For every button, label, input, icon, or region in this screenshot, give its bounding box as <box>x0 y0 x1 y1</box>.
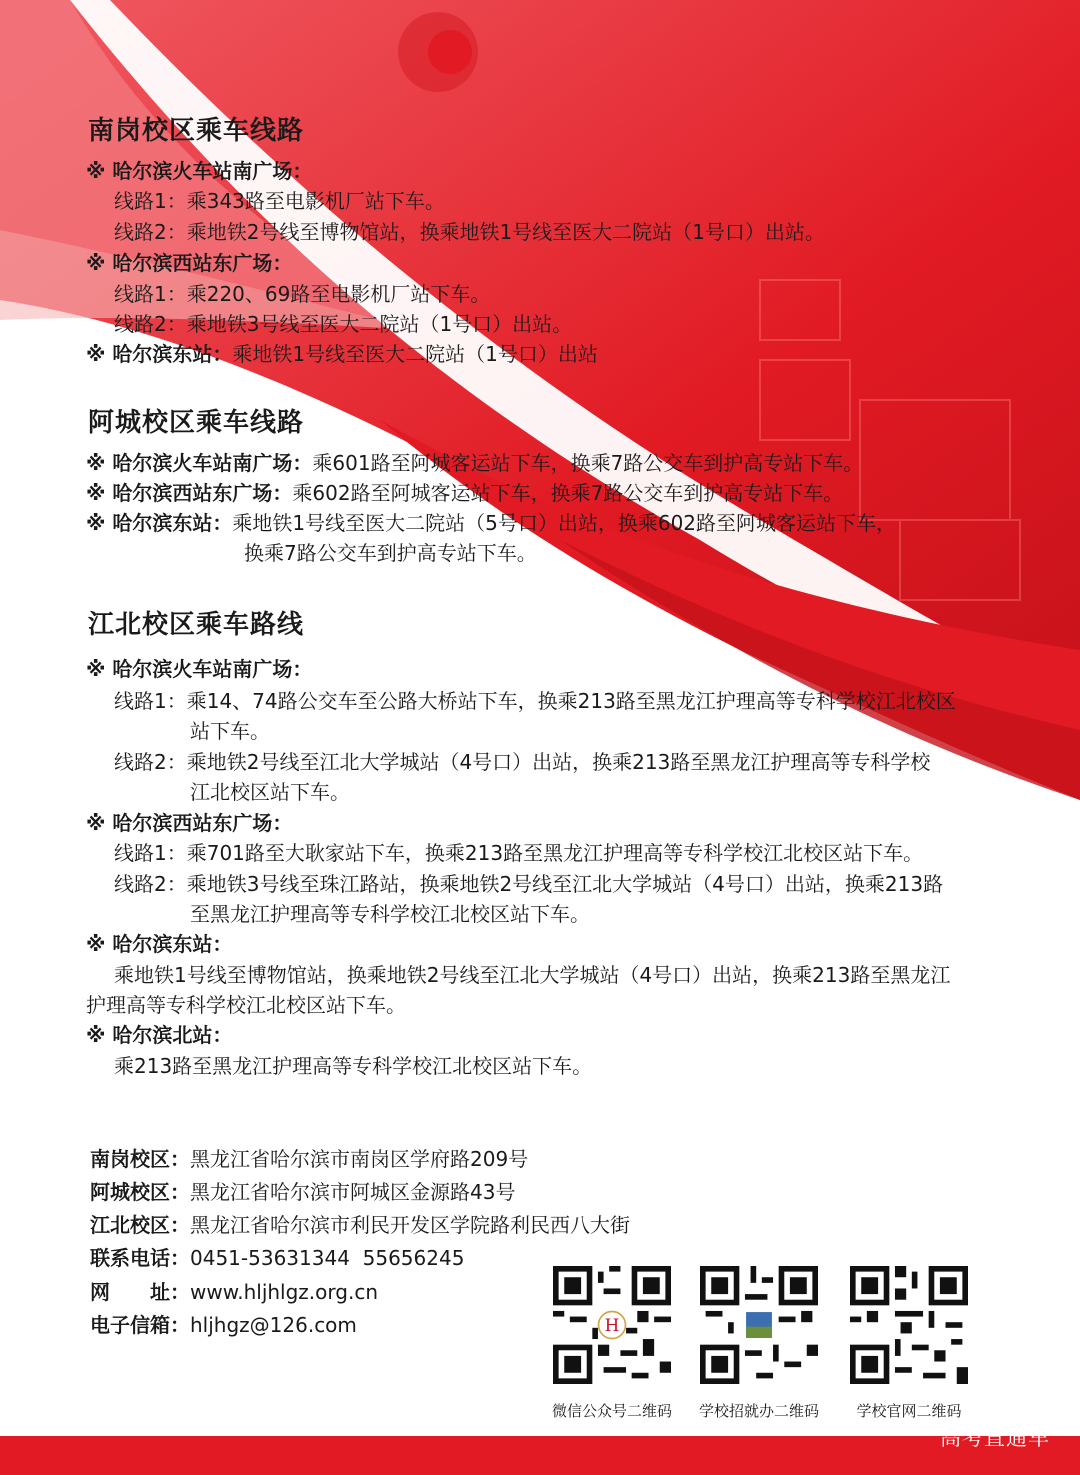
nangang-s2-heading: ※ 哈尔滨西站东广场： <box>86 251 293 275</box>
jiangbei-s3-heading: ※ 哈尔滨东站： <box>86 932 233 956</box>
wechat-qr-caption: 微信公众号二维码 <box>551 1402 672 1420</box>
jiangbei-s1-route2b: 江北校区站下车。 <box>190 780 350 804</box>
acheng-s3 <box>86 508 896 538</box>
nangang-s1-route1: 线路1：乘343路至电影机厂站下车。 <box>114 189 445 213</box>
admission-qr-code[interactable] <box>700 1266 818 1384</box>
footer-acheng <box>90 1177 515 1207</box>
acheng-s3-heading: ※ 哈尔滨东站： <box>86 511 233 535</box>
footer-web-link[interactable]: www.hljhlgz.org.cn <box>190 1280 378 1304</box>
website-qr-caption: 学校官网二维码 <box>856 1402 962 1420</box>
jiangbei-s1-heading: ※ 哈尔滨火车站南广场： <box>86 657 313 681</box>
footer-jiangbei-label: 江北校区： <box>90 1213 190 1237</box>
nangang-s2-route2: 线路2：乘地铁3号线至医大二院站（1号口）出站。 <box>114 312 573 336</box>
nangang-s1-heading: ※ 哈尔滨火车站南广场： <box>86 159 313 183</box>
bottom-red-bar <box>0 1436 1080 1475</box>
watermark-text: 高考直通车 <box>940 1426 1050 1450</box>
jiangbei-s1-route1a: 线路1：乘14、74路公交车至公路大桥站下车，换乘213路至黑龙江护理高等专科学校江北校区 <box>114 689 956 713</box>
footer-acheng-label: 阿城校区： <box>90 1180 190 1204</box>
footer-phone <box>90 1243 464 1273</box>
footer-phone-value: 0451-53631344 55656245 <box>190 1246 465 1270</box>
jiangbei-s4-heading: ※ 哈尔滨北站： <box>86 1023 233 1047</box>
jiangbei-s3-text-b: 护理高等专科学校江北校区站下车。 <box>86 993 406 1017</box>
jiangbei-s3-text-a: 乘地铁1号线至博物馆站，换乘地铁2号线至江北大学城站（4号口）出站，换乘213路至黑龙江 <box>114 963 951 987</box>
footer-jiangbei <box>90 1210 630 1240</box>
nangang-s3-text: 乘地铁1号线至医大二院站（1号口）出站 <box>232 342 598 366</box>
footer-web <box>90 1277 378 1307</box>
acheng-s3-text1: 乘地铁1号线至医大二院站（5号口）出站，换乘602路至阿城客运站下车， <box>232 511 897 535</box>
acheng-s2 <box>86 478 843 508</box>
jiangbei-s2-route1: 线路1：乘701路至大耿家站下车，换乘213路至黑龙江护理高等专科学校江北校区站下车。 <box>114 841 924 865</box>
acheng-s1 <box>86 448 863 478</box>
jiangbei-s2-heading: ※ 哈尔滨西站东广场： <box>86 811 293 835</box>
acheng-title: 阿城校区乘车线路 <box>88 408 305 438</box>
jiangbei-title: 江北校区乘车路线 <box>88 610 305 640</box>
acheng-s3-text2: 换乘7路公交车到护高专站下车。 <box>244 541 537 565</box>
footer-nangang-addr: 黑龙江省哈尔滨市南岗区学府路209号 <box>190 1147 529 1171</box>
footer-phone-label: 联系电话： <box>90 1246 190 1270</box>
svg-text:H: H <box>604 1315 620 1336</box>
jiangbei-s2-route2b: 至黑龙江护理高等专科学校江北校区站下车。 <box>190 902 590 926</box>
footer-email <box>90 1310 357 1340</box>
footer-email-label: 电子信箱： <box>90 1313 190 1337</box>
nangang-s3 <box>86 339 598 369</box>
footer-web-label: 网 址： <box>90 1280 190 1304</box>
jiangbei-s1-route1b: 站下车。 <box>190 719 270 743</box>
footer-email-link[interactable]: hljhgz@126.com <box>190 1313 357 1337</box>
nangang-s2-route1: 线路1：乘220、69路至电影机厂站下车。 <box>114 282 491 306</box>
footer-nangang-label: 南岗校区： <box>90 1147 190 1171</box>
jiangbei-s1-route2a: 线路2：乘地铁2号线至江北大学城站（4号口）出站，换乘213路至黑龙江护理高等专科学校 <box>114 750 931 774</box>
website-qr-code[interactable] <box>850 1266 968 1384</box>
acheng-s2-heading: ※ 哈尔滨西站东广场： <box>86 481 293 505</box>
acheng-s1-heading: ※ 哈尔滨火车站南广场： <box>86 451 313 475</box>
footer-jiangbei-addr: 黑龙江省哈尔滨市利民开发区学院路利民西八大街 <box>190 1213 630 1237</box>
admission-qr-caption: 学校招就办二维码 <box>698 1402 819 1420</box>
acheng-s2-text: 乘602路至阿城客运站下车，换乘7路公交车到护高专站下车。 <box>292 481 844 505</box>
footer-acheng-addr: 黑龙江省哈尔滨市阿城区金源路43号 <box>190 1180 516 1204</box>
footer-nangang <box>90 1144 528 1174</box>
jiangbei-s4-text: 乘213路至黑龙江护理高等专科学校江北校区站下车。 <box>114 1054 593 1078</box>
acheng-s1-text: 乘601路至阿城客运站下车，换乘7路公交车到护高专站下车。 <box>312 451 864 475</box>
nangang-title: 南岗校区乘车线路 <box>88 116 305 146</box>
jiangbei-s2-route2a: 线路2：乘地铁3号线至珠江路站，换乘地铁2号线至江北大学城站（4号口）出站，换乘213路 <box>114 872 944 896</box>
wechat-qr-code[interactable] <box>553 1266 671 1384</box>
nangang-s3-heading: ※ 哈尔滨东站： <box>86 342 233 366</box>
nangang-s1-route2: 线路2：乘地铁2号线至博物馆站，换乘地铁1号线至医大二院站（1号口）出站。 <box>114 220 825 244</box>
